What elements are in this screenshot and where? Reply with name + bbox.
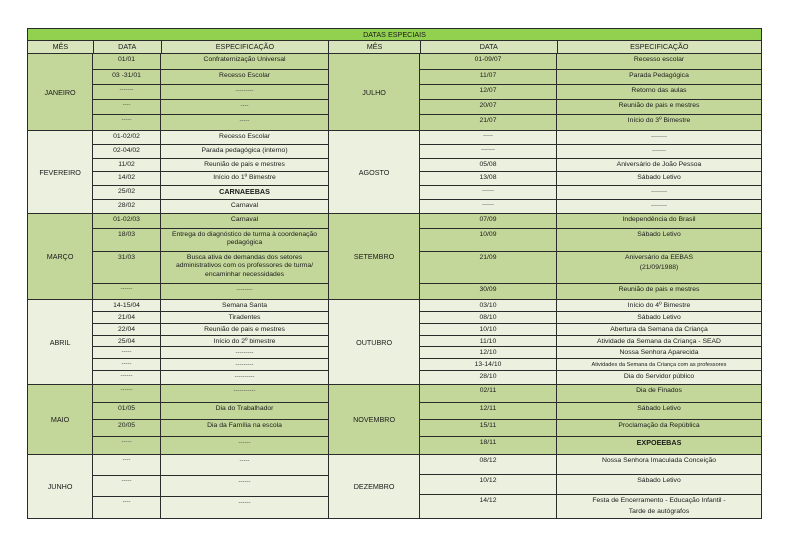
spec-text: Início do 2º bimestre (213, 337, 276, 345)
date-cell: 02-04/02 (93, 145, 161, 158)
spec-text: Nossa Senhora Aparecida (619, 349, 699, 357)
spec-text: Sábado Letivo (637, 404, 681, 412)
spec-text: -------- (651, 189, 667, 196)
spec-text: Proclamação da República (618, 421, 700, 429)
header-spec-left: ESPECIFICAÇÃO (162, 41, 330, 53)
spec-cell (557, 336, 761, 347)
table-row (93, 229, 328, 252)
date-cell: 08/10 (420, 312, 557, 323)
month-blocks (28, 54, 761, 518)
month-block (28, 455, 761, 518)
spec-text: Atividade da Semana da Criança - SEAD (597, 337, 721, 345)
table-row (93, 145, 328, 159)
spec-text: -------- (236, 287, 253, 294)
table-row (93, 252, 328, 285)
spec-text: -------- (651, 134, 667, 140)
spec-cell (557, 54, 761, 69)
date-cell: 01-02/02 (93, 131, 161, 144)
date-cell: ----- (93, 476, 161, 496)
spec-cell (161, 100, 328, 114)
spec-cell (161, 186, 328, 199)
table-row (420, 300, 761, 312)
table-row (93, 371, 328, 384)
date-rows (420, 131, 761, 213)
date-cell: 21/09 (420, 252, 557, 284)
date-cell: 08/12 (420, 455, 557, 474)
spec-cell (557, 70, 761, 84)
spec-cell (161, 385, 328, 402)
spec-text: -------- (651, 203, 667, 210)
table-row (93, 300, 328, 312)
date-cell: ------ (93, 284, 161, 299)
date-rows (93, 300, 329, 384)
month-block (28, 131, 761, 214)
spec-cell (557, 85, 761, 100)
table-row (93, 312, 328, 324)
spec-text: Atividades da Semana da Criança com as professores (591, 362, 727, 369)
table-row (93, 115, 328, 130)
table-row (420, 347, 761, 359)
spec-cell (557, 403, 761, 419)
spec-text: Dia da Família na escola (207, 421, 282, 429)
table-row (420, 359, 761, 371)
table-row (420, 403, 761, 420)
spec-cell (161, 336, 328, 347)
spec-text: Parada Pedagógica (629, 71, 689, 79)
date-cell: 01/01 (93, 54, 161, 69)
table-row (420, 324, 761, 336)
month-block (28, 214, 761, 300)
spec-text: --------- (235, 87, 254, 94)
date-cell: ----- (93, 115, 161, 130)
date-rows (93, 385, 329, 454)
date-cell: 28/10 (420, 371, 557, 384)
spec-cell (161, 420, 328, 437)
table-row (420, 115, 761, 130)
spec-text: ------- (652, 147, 666, 154)
spec-text-line2: (21/09/1988) (639, 264, 679, 272)
spec-cell (557, 385, 761, 402)
date-cell: 31/03 (93, 252, 161, 284)
spec-cell (161, 159, 328, 172)
table-row (420, 54, 761, 70)
spec-cell (557, 437, 761, 454)
date-cell: 01-02/03 (93, 214, 161, 228)
table-row (93, 186, 328, 200)
spec-cell (161, 214, 328, 228)
date-cell: 14/02 (93, 172, 161, 185)
spec-cell (161, 324, 328, 335)
spec-text: Festa de Encerramento - Educação Infantil - (592, 497, 726, 504)
spec-cell (161, 70, 328, 84)
table-row (420, 145, 761, 159)
spec-cell (557, 252, 761, 284)
date-cell: 25/04 (93, 336, 161, 347)
table-row (93, 403, 328, 420)
date-cell: ------- (93, 85, 161, 100)
spec-text: Aniversário da EEBAS (624, 253, 693, 261)
table-row (420, 214, 761, 229)
spec-text: Recesso Escolar (219, 71, 271, 79)
date-cell: ---- (93, 497, 161, 518)
date-cell: 18/11 (420, 437, 557, 454)
date-rows (93, 54, 329, 130)
date-cell: 28/02 (93, 200, 161, 213)
date-cell: 20/07 (420, 100, 557, 114)
spec-cell (557, 495, 761, 518)
table-row (93, 214, 328, 229)
table-row (93, 85, 328, 101)
spec-text: Abertura da Semana da Criança (610, 325, 708, 333)
month-block (28, 300, 761, 385)
spec-cell (161, 200, 328, 213)
spec-cell (557, 200, 761, 213)
table-row (420, 336, 761, 348)
spec-cell (557, 371, 761, 384)
table-row (420, 475, 761, 495)
spec-text: Recesso escolar (633, 56, 685, 63)
spec-cell (557, 359, 761, 370)
spec-cell (557, 115, 761, 130)
table-row (420, 85, 761, 101)
header-month-right: MÊS (329, 41, 421, 53)
table-row (93, 100, 328, 115)
spec-text: EXPOEEBAS (636, 438, 682, 448)
date-cell: 30/09 (420, 284, 557, 299)
table-row (93, 476, 328, 497)
spec-text: Retorno das aulas (631, 86, 687, 94)
spec-text: Parada pedagógica (interno) (201, 146, 288, 154)
header-row (28, 41, 761, 54)
spec-text: Reunião de pais e mestres (618, 102, 700, 110)
spec-cell (161, 455, 328, 475)
table-row (93, 54, 328, 70)
table-row (93, 359, 328, 371)
table-row (420, 437, 761, 454)
table-row (420, 420, 761, 438)
date-cell: ----- (93, 437, 161, 454)
table-row (93, 284, 328, 299)
spec-cell (161, 172, 328, 185)
date-cell: 10/12 (420, 475, 557, 494)
table-row (420, 131, 761, 145)
spec-cell (557, 347, 761, 358)
spec-cell (557, 186, 761, 199)
month-label: FEVEREIRO (28, 131, 93, 213)
date-cell: 10/10 (420, 324, 557, 335)
date-cell: 14/12 (420, 495, 557, 518)
date-cell: ------ (93, 385, 161, 402)
date-cell: 15/11 (420, 420, 557, 437)
spec-cell (161, 54, 328, 69)
spec-cell (161, 476, 328, 496)
date-cell: 14-15/04 (93, 300, 161, 311)
spec-cell (161, 145, 328, 158)
date-cell: 21/07 (420, 115, 557, 130)
table-row (93, 455, 328, 476)
spec-cell (557, 159, 761, 172)
spec-text: Carnaval (230, 216, 259, 223)
spec-text: Dia de Finados (636, 387, 682, 394)
month-label: JUNHO (28, 455, 93, 518)
spec-cell (161, 85, 328, 100)
month-label: MARÇO (28, 214, 93, 299)
table-row (93, 200, 328, 213)
spec-cell (161, 359, 328, 370)
table-row (420, 70, 761, 85)
table-row (93, 385, 328, 403)
spec-text: Sábado Letivo (637, 230, 681, 238)
table-row (420, 455, 761, 475)
date-cell: 25/02 (93, 186, 161, 199)
spec-text: ----------- (233, 388, 256, 394)
spec-cell (557, 300, 761, 311)
spec-cell (557, 312, 761, 323)
spec-text: Carnaval (230, 202, 259, 210)
table-row (420, 159, 761, 173)
spec-text: Nossa Senhora Imaculada Conceição (601, 457, 717, 464)
date-cell: ----- (93, 359, 161, 370)
spec-text: CARNAEEBAS (219, 187, 270, 197)
date-rows (420, 455, 761, 518)
spec-text: ----- (239, 118, 250, 125)
spec-cell (557, 420, 761, 437)
table-row (93, 420, 328, 438)
spec-cell (161, 437, 328, 454)
table-row (93, 324, 328, 336)
table-row (420, 172, 761, 186)
spec-text: ------ (238, 479, 251, 485)
spec-cell (557, 100, 761, 114)
table-row (420, 186, 761, 200)
date-cell: 12/07 (420, 85, 557, 100)
date-cell: 11/02 (93, 159, 161, 172)
month-block (28, 385, 761, 455)
spec-text: ------ (238, 500, 251, 506)
date-cell: 22/04 (93, 324, 161, 335)
table-row (420, 284, 761, 299)
date-cell: 18/03 (93, 229, 161, 251)
spec-cell (161, 252, 328, 284)
date-cell: ------ (420, 186, 557, 199)
spec-text: ------ (238, 440, 251, 447)
table-row (420, 200, 761, 213)
spec-text: Busca ativa de demandas dos setores administrativos com os professores de turma/ encaminhar necessidades (175, 253, 314, 278)
month-label: JANEIRO (28, 54, 93, 130)
date-cell: 03/10 (420, 300, 557, 311)
date-cell: ------ (93, 371, 161, 384)
spec-cell (161, 300, 328, 311)
table-row (93, 336, 328, 348)
spec-cell (557, 145, 761, 158)
spec-text: Reunião de pais e mestres (204, 325, 285, 333)
month-label: JULHO (329, 54, 420, 130)
month-block (28, 54, 761, 131)
date-cell: 01-09/07 (420, 54, 557, 69)
spec-text: Dia do Servidor público (623, 373, 695, 381)
table-row (420, 100, 761, 115)
spec-text: --------- (235, 362, 254, 369)
spec-text: Sábado Letivo (637, 313, 681, 321)
date-cell: 20/05 (93, 420, 161, 437)
spec-text: Início do 3º Bimestre (627, 117, 691, 125)
spec-text: Início do 1º Bimestre (213, 174, 276, 182)
date-cell: ---- (93, 100, 161, 114)
spec-cell (161, 403, 328, 419)
date-cell: ------ (420, 200, 557, 213)
date-cell: ----- (420, 131, 557, 144)
spec-text: Aniversário de João Pessoa (616, 160, 702, 168)
date-cell: ------- (420, 145, 557, 158)
date-cell: 03 -31/01 (93, 70, 161, 84)
date-rows (420, 300, 761, 384)
table-row (420, 229, 761, 252)
spec-text: --------- (235, 350, 254, 357)
spec-text: Tiradentes (228, 313, 261, 321)
table-row (93, 172, 328, 186)
table-row (420, 312, 761, 324)
spec-cell (161, 115, 328, 130)
spec-cell (161, 312, 328, 323)
date-cell: 13-14/10 (420, 359, 557, 370)
date-cell: 21/04 (93, 312, 161, 323)
date-cell: 01/05 (93, 403, 161, 419)
spec-text: ----- (239, 458, 250, 464)
table-row (420, 495, 761, 518)
header-date-left: DATA (94, 41, 162, 53)
date-cell: 12/10 (420, 347, 557, 358)
date-rows (93, 131, 329, 213)
spec-cell (557, 172, 761, 185)
spec-text: Semana Santa (222, 302, 268, 309)
table-row (93, 131, 328, 145)
header-month-left: MÊS (28, 41, 94, 53)
date-cell: ----- (93, 347, 161, 358)
date-rows (420, 214, 761, 299)
table-title: DATAS ESPECIAIS (28, 29, 761, 41)
table-row (93, 159, 328, 173)
month-label: NOVEMBRO (329, 385, 420, 454)
spec-cell (161, 371, 328, 384)
table-row (93, 70, 328, 85)
spec-text: Dia do Trabalhador (215, 404, 274, 412)
spec-text: ---- (240, 103, 249, 110)
spec-text-line2: Tarde de autógrafos (628, 507, 690, 515)
spec-text: Reunião de pais e mestres (618, 286, 700, 294)
date-cell: 05/08 (420, 159, 557, 172)
date-rows (93, 214, 329, 299)
table-row (93, 497, 328, 518)
table-row (93, 437, 328, 454)
month-label: ABRIL (28, 300, 93, 384)
table-row (420, 371, 761, 384)
spec-text: Confraternização Universal (203, 56, 286, 63)
header-date-right: DATA (421, 41, 558, 53)
spec-cell (557, 284, 761, 299)
spec-cell (557, 324, 761, 335)
spec-cell (557, 455, 761, 474)
table-row (420, 252, 761, 285)
spec-cell (557, 131, 761, 144)
date-rows (420, 385, 761, 454)
date-cell: 10/09 (420, 229, 557, 251)
spec-text: Sábado Letivo (637, 174, 681, 182)
date-rows (420, 54, 761, 130)
date-cell: ---- (93, 455, 161, 475)
month-label: DEZEMBRO (329, 455, 420, 518)
spec-cell (557, 229, 761, 251)
month-label: SETEMBRO (329, 214, 420, 299)
date-cell: 02/11 (420, 385, 557, 402)
month-label: AGOSTO (329, 131, 420, 213)
spec-cell (161, 229, 328, 251)
spec-cell (161, 497, 328, 518)
spec-cell (161, 284, 328, 299)
month-label: MAIO (28, 385, 93, 454)
spec-cell (557, 214, 761, 228)
spec-cell (161, 131, 328, 144)
spec-text: Entrega do diagnóstico de turma à coordenação pedagógica (171, 230, 318, 247)
date-cell: 11/10 (420, 336, 557, 347)
spec-text: ---------- (234, 374, 255, 381)
date-cell: 13/08 (420, 172, 557, 185)
spec-cell (557, 475, 761, 494)
spec-text: Reunião de pais e mestres (204, 160, 285, 168)
table-row (93, 347, 328, 359)
date-cell: 07/09 (420, 214, 557, 228)
spec-text: Sábado Letivo (637, 477, 681, 484)
special-dates-table (27, 28, 762, 519)
header-spec-right: ESPECIFICAÇÃO (630, 42, 689, 51)
spec-text: Início do 4º Bimestre (627, 302, 691, 309)
spec-text: Independência do Brasil (622, 216, 696, 223)
table-row (420, 385, 761, 403)
date-cell: 12/11 (420, 403, 557, 419)
date-rows (93, 455, 329, 518)
spec-cell (161, 347, 328, 358)
spec-text: Recesso Escolar (219, 133, 271, 140)
date-cell: 11/07 (420, 70, 557, 84)
month-label: OUTUBRO (329, 300, 420, 384)
